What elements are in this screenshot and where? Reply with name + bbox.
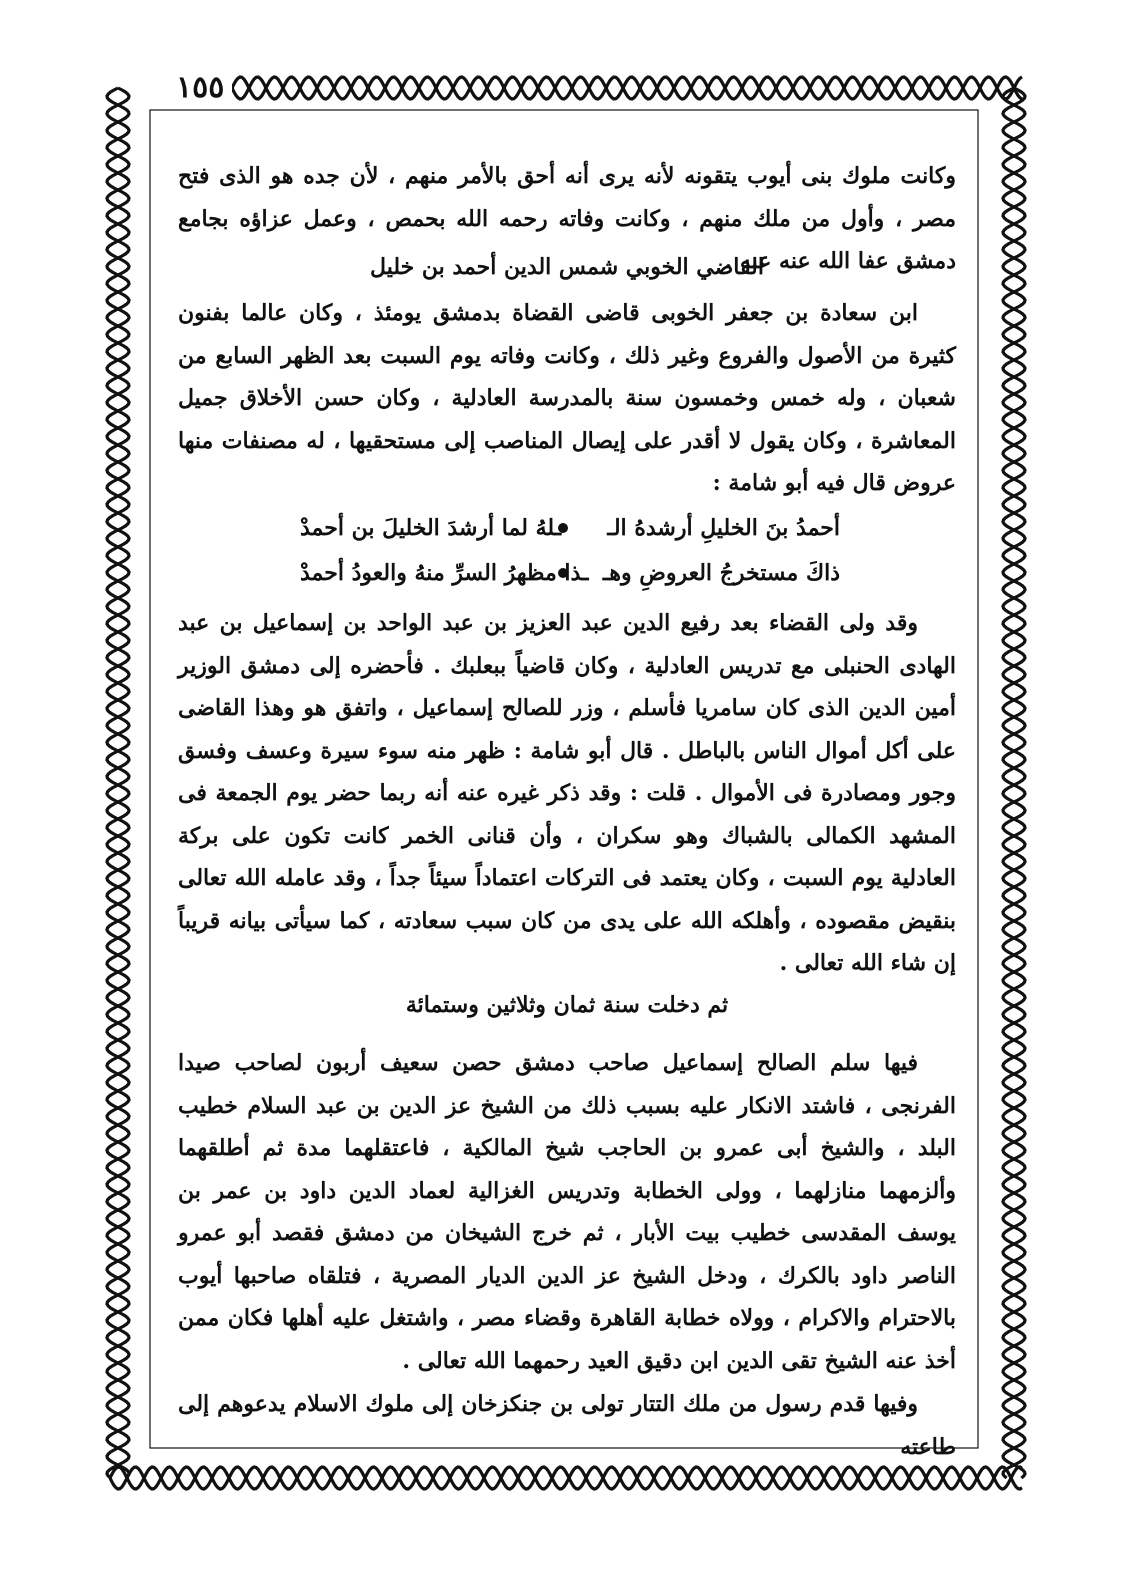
poem-verse-1 (300, 506, 840, 550)
section-heading-judge: القاضي الخوبي شمس الدين أحمد بن خليل (370, 254, 764, 280)
verse-2-first-hemistich: ذاكَ مستخرجُ العروضِ وهـ (602, 560, 840, 586)
poem-verse-2 (300, 551, 840, 595)
paragraph-biography: ابن سعادة بن جعفر الخوبى قاضى القضاة بدمشق يومئذ ، وكان عالما بفنون كثيرة من الأصول والفروع وغير ذلك ، وكانت وفاته يوم السبت بعد الظهر السابع من شعبان ، وله خمس وخمسون سنة بالمدرسة العادلية ، وكان حسن الأخلاق جميل المعاشرة ، وكان يقول لا أقدر على إيصال المناصب إلى مستحقيها ، له مصنفات منها عروض قال فيه أبو شامة : (178, 300, 956, 496)
section-heading-year: ثم دخلت سنة ثمان وثلاثين وستمائة (405, 992, 729, 1018)
verse-2-second-hemistich: ـذا مظهرُ السرِّ منهُ والعودُ أحمدْ (300, 560, 589, 586)
verse-1-first-hemistich: أحمدُ بنَ الخليلِ أرشدهُ الـ (607, 515, 840, 541)
verse-1-second-hemistich: ـلهُ لما أرشدَ الخليلَ بن أحمدْ (300, 515, 562, 541)
paragraph-intro: وكانت ملوك بنى أيوب يتقونه لأنه يرى أنه أحق بالأمر منهم ، لأن جده هو الذى فتح مصر ، وأول من ملك منهم ، وكانت وفاته رحمه الله بحمص ، وعمل عزاؤه بجامع دمشق عفا الله عنه عنه . (178, 163, 956, 274)
paragraph-year-events: فيها سلم الصالح إسماعيل صاحب دمشق حصن سعيف أربون لصاحب صيدا الفرنجى ، فاشتد الانكار عليه بسبب ذلك من الشيخ عز الدين بن عبد السلام خطيب البلد ، والشيخ أبى عمرو بن الحاجب شيخ المالكية ، فاعتقلهما مدة ثم أطلقهما وألزمهما منازلهما ، وولى الخطابة وتدريس الغزالية لعماد الدين داود بن عمر بن يوسف المقدسى خطيب بيت الأبار ، ثم خرج الشيخان من دمشق فقصد أبو عمرو الناصر داود بالكرك ، ودخل الشيخ عز الدين الديار المصرية ، فتلقاه صاحبها أيوب بالاحترام والاكرام ، وولاه خطابة القاهرة وقضاء مصر ، واشتغل عليه أهلها فكان ممن أخذ عنه الشيخ تقى الدين ابن دقيق العيد رحمهما الله تعالى . (178, 1050, 956, 1374)
paragraph-successor: وقد ولى القضاء بعد رفيع الدين عبد العزيز بن عبد الواحد بن إسماعيل بن عبد الهادى الحنبلى مع تدريس العادلية ، وكان قاضياً ببعلبك . فأحضره إلى دمشق الوزير أمين الدين الذى كان سامريا فأسلم ، وزر للصالح إسماعيل ، واتفق هو وهذا القاضى على أكل أموال الناس بالباطل . قال أبو شامة : ظهر منه سوء سيرة وعسف وفسق وجور ومصادرة فى الأموال . قلت : وقد ذكر غيره عنه أنه ربما حضر يوم الجمعة فى المشهد الكمالى بالشباك وهو سكران ، وأن قنانى الخمر كانت تكون على بركة العادلية يوم السبت ، وكان يعتمد فى التركات اعتماداً سيئاً جداً ، وقد عامله الله تعالى بنقيض مقصوده ، وأهلكه الله على يدى من كان سبب سعادته ، كما سيأتى بيانه قريباً إن شاء الله تعالى . (178, 610, 957, 976)
paragraph-tatar-envoy: وفيها قدم رسول من ملك التتار تولى بن جنكزخان إلى ملوك الاسلام يدعوهم إلى طاعته (178, 1391, 956, 1460)
page-number: ١٥٥ (168, 68, 232, 108)
